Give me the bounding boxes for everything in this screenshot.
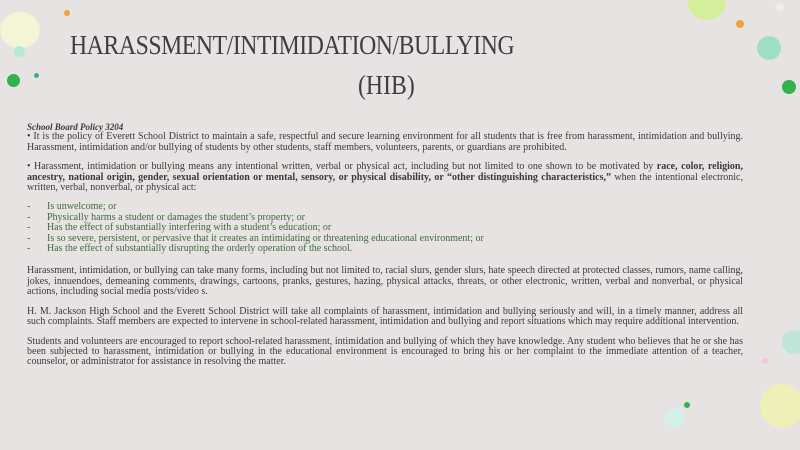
decorative-dot xyxy=(0,12,40,48)
decorative-dot xyxy=(736,20,744,28)
slide-body xyxy=(27,122,743,368)
decorative-dot xyxy=(775,3,784,12)
decorative-dot xyxy=(782,80,796,94)
forms-paragraph: Harassment, intimidation, or bullying can take many forms, including but not limited to, racial slurs, gender slurs, hate speech directed at protected classes, rumors, name calling, jokes, innuendoes, demeaning comments, drawings, cartoons, pranks, gestures, hazing, physical attacks, threats, or other electronic, written, verbal and nonverbal, or physical actions, including social media posts/video s. xyxy=(27,265,743,298)
definition-paragraph xyxy=(27,162,743,193)
decorative-dot xyxy=(64,10,70,16)
decorative-dot xyxy=(762,358,768,364)
decorative-dot xyxy=(34,73,39,78)
reporting-paragraph: Students and volunteers are encouraged to report school-related harassment, intimidation and bullying of which they have knowledge. Any student who believes that he or she has been subjected to harassment, intimidation or bullying in the educational environment is encouraged to bring his or her complaint to the immediate attention of a teacher, counselor, or administrator for assistance in resolving the matter. xyxy=(27,335,743,368)
decorative-dot xyxy=(14,46,25,57)
slide-title: HARASSMENT/INTIMIDATION/BULLYING xyxy=(70,30,515,60)
criteria-list xyxy=(27,202,743,254)
protected-characteristics: race, color, religion, ancestry, national origin, gender, sexual orientation or mental, sensory, or physical disability, or “other distinguishing characteristics,” xyxy=(27,161,743,183)
list-item: - Has the effect of substantially disrupting the orderly operation of the school. xyxy=(27,244,743,254)
decorative-dot xyxy=(7,74,20,87)
list-item: - Is unwelcome; or xyxy=(27,202,743,212)
slide-title-abbreviation: (HIB) xyxy=(358,70,415,100)
decorative-dot xyxy=(664,408,684,428)
definition-text-end: when the intentional electronic, written, verbal, nonverbal, or physical act: xyxy=(27,171,743,194)
list-item: - Is so severe, persistent, or pervasive that it creates an intimidating or threatening educational environment; or xyxy=(27,234,487,244)
definition-text-start: • Harassment, intimidation or bullying means any intentional written, verbal or physical act, including but not limited to one shown to be motivated by xyxy=(27,161,657,173)
decorative-dot xyxy=(684,402,690,408)
list-item: - Has the effect of substantially interfering with a student’s education; or xyxy=(27,223,743,233)
policy-statement: • It is the policy of Everett School District to maintain a safe, respectful and secure learning environment for all students that is free from harassment, intimidation and bullying. Harassment, intimidation and/or bullying of students by other students, staff members, volunteers, parents, or guardians are prohibited. xyxy=(27,131,743,153)
decorative-dot xyxy=(757,36,781,60)
decorative-dot xyxy=(760,384,800,428)
policy-reference: School Board Policy 3204 xyxy=(27,122,124,132)
decorative-dot xyxy=(688,0,726,20)
decorative-dot xyxy=(782,330,800,354)
list-item: - Physically harms a student or damages the student’s property; or xyxy=(27,213,743,223)
complaints-paragraph: H. M. Jackson High School and the Everett School District will take all complaints of harassment, intimidation and bullying seriously and will, in a timely manner, address all such complaints. Staff members are expected to intervene in school-related harassment, intimidation and bullying and report situations which may require additional intervention. xyxy=(27,305,743,328)
